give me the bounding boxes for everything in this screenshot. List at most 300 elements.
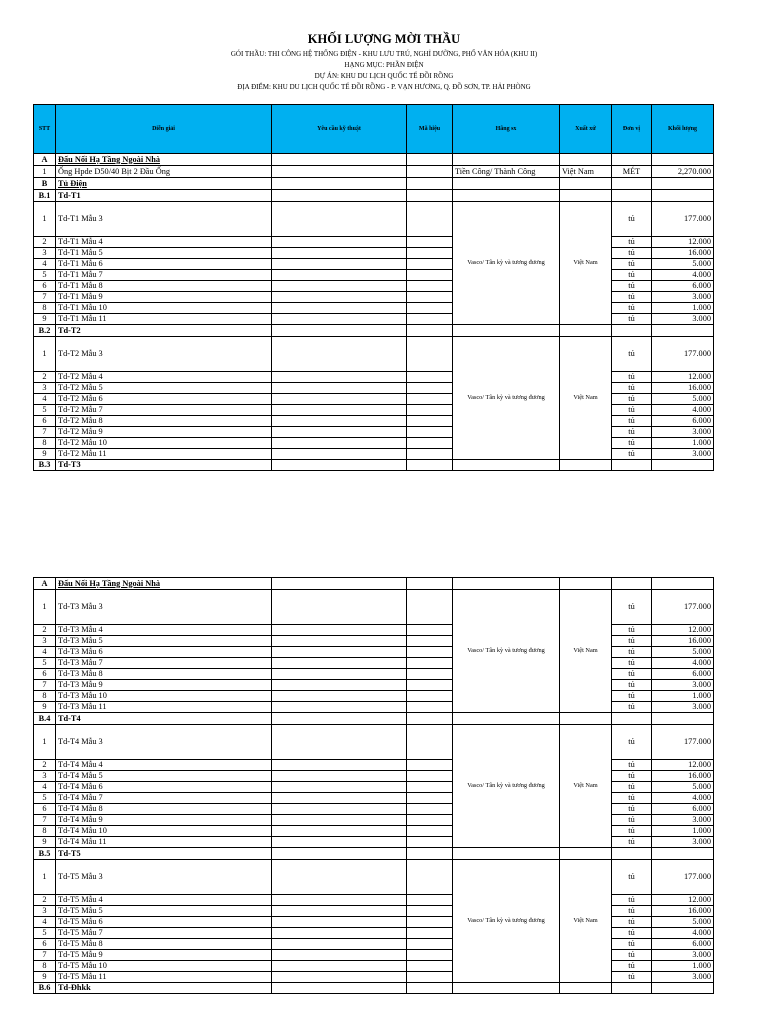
cell-quantity: 5.000 [652, 782, 714, 793]
subtitle-project: DỰ ÁN: KHU DU LỊCH QUỐC TẾ ĐỒI RỒNG [314, 72, 454, 80]
cell-description: Td-T4 [56, 713, 272, 725]
cell-stt: 7 [34, 815, 56, 826]
cell-stt: B.5 [34, 848, 56, 860]
cell-tech-requirement [272, 647, 407, 658]
cell-empty [407, 848, 453, 860]
cell-tech-requirement [272, 405, 407, 416]
cell-description: Td-T2 Mẫu 7 [56, 405, 272, 416]
cell-code [407, 248, 453, 259]
page-title: KHỐI LƯỢNG MỜI THẦU [307, 32, 461, 46]
cell-unit: tủ [612, 895, 652, 906]
cell-stt: 8 [34, 691, 56, 702]
cell-code [407, 427, 453, 438]
cell-quantity: 177.000 [652, 337, 714, 372]
cell-quantity: 4.000 [652, 658, 714, 669]
cell-unit: tủ [612, 972, 652, 983]
cell-code [407, 782, 453, 793]
cell-code [407, 416, 453, 427]
cell-quantity [652, 983, 714, 994]
cell-empty [407, 713, 453, 725]
cell-unit: tủ [612, 782, 652, 793]
cell-manufacturer [453, 460, 560, 471]
cell-unit: tủ [612, 281, 652, 292]
cell-tech-requirement [272, 383, 407, 394]
table-row [34, 337, 714, 372]
cell-stt: 2 [34, 895, 56, 906]
cell-tech-requirement [272, 669, 407, 680]
cell-unit: tủ [612, 405, 652, 416]
table-row [34, 939, 714, 950]
cell-tech-requirement [272, 680, 407, 691]
cell-stt: 9 [34, 837, 56, 848]
cell-tech-requirement [272, 972, 407, 983]
table-row [34, 166, 714, 178]
cell-code [407, 815, 453, 826]
section-row [34, 578, 714, 590]
cell-manufacturer: Tiền Công/ Thành Công [453, 166, 560, 178]
cell-quantity [652, 190, 714, 202]
cell-code [407, 983, 453, 994]
cell-stt: 4 [34, 782, 56, 793]
cell-unit: tủ [612, 906, 652, 917]
cell-code [407, 906, 453, 917]
cell-tech-requirement [272, 771, 407, 782]
cell-quantity: 3.000 [652, 972, 714, 983]
col-header-origin: Xuất xứ [560, 105, 612, 154]
table-row [34, 804, 714, 815]
cell-quantity: 3.000 [652, 292, 714, 303]
cell-empty [652, 848, 714, 860]
cell-code [407, 702, 453, 713]
cell-unit: tủ [612, 725, 652, 760]
cell-tech-requirement [272, 950, 407, 961]
cell-tech-requirement [272, 793, 407, 804]
cell-empty [272, 325, 407, 337]
cell-description: Td-T4 Mẫu 7 [56, 793, 272, 804]
cell-unit: tủ [612, 202, 652, 237]
cell-tech-requirement [272, 691, 407, 702]
cell-stt: 2 [34, 372, 56, 383]
cell-description: Td-T3 Mẫu 7 [56, 658, 272, 669]
cell-tech-requirement [272, 394, 407, 405]
cell-unit: tủ [612, 416, 652, 427]
table-row [34, 906, 714, 917]
cell-code [407, 625, 453, 636]
table-row [34, 449, 714, 460]
cell-unit: tủ [612, 303, 652, 314]
cell-description: Td-T4 Mẫu 6 [56, 782, 272, 793]
cell-stt: 8 [34, 438, 56, 449]
cell-description: Tủ Điện [56, 178, 272, 190]
cell-quantity: 3.000 [652, 837, 714, 848]
col-header-stt: STT [34, 105, 56, 154]
cell-tech-requirement [272, 237, 407, 248]
table-header-row [34, 105, 714, 154]
cell-quantity: 16.000 [652, 636, 714, 647]
table-row [34, 270, 714, 281]
table-row [34, 826, 714, 837]
section-row [34, 154, 714, 166]
cell-unit: tủ [612, 270, 652, 281]
table-row [34, 771, 714, 782]
cell-quantity: 5.000 [652, 917, 714, 928]
quantity-table-2 [33, 577, 714, 994]
cell-description: Td-T3 Mẫu 8 [56, 669, 272, 680]
cell-code [407, 460, 453, 471]
cell-code [407, 793, 453, 804]
cell-description: Td-T4 Mẫu 8 [56, 804, 272, 815]
cell-code [407, 961, 453, 972]
cell-stt: 9 [34, 702, 56, 713]
cell-stt: 5 [34, 658, 56, 669]
cell-quantity: 177.000 [652, 590, 714, 625]
cell-origin [560, 154, 612, 166]
cell-code [407, 166, 453, 178]
cell-origin: Việt Nam [560, 337, 612, 460]
cell-quantity [652, 578, 714, 590]
cell-description: Td-T5 Mẫu 4 [56, 895, 272, 906]
cell-description: Td-T1 Mẫu 3 [56, 202, 272, 237]
cell-unit: tủ [612, 691, 652, 702]
cell-empty [453, 848, 560, 860]
cell-quantity: 1.000 [652, 691, 714, 702]
cell-code [407, 372, 453, 383]
cell-stt: 1 [34, 337, 56, 372]
cell-description: Td-T5 Mẫu 10 [56, 961, 272, 972]
cell-stt: 9 [34, 449, 56, 460]
cell-description: Td-T1 Mẫu 11 [56, 314, 272, 325]
table-row [34, 292, 714, 303]
cell-tech-requirement [272, 281, 407, 292]
col-header-code: Mã hiệu [407, 105, 453, 154]
cell-quantity: 12.000 [652, 625, 714, 636]
cell-quantity: 6.000 [652, 939, 714, 950]
cell-empty [612, 325, 652, 337]
cell-description: Td-T4 Mẫu 5 [56, 771, 272, 782]
cell-stt: 2 [34, 760, 56, 771]
cell-code [407, 837, 453, 848]
cell-unit: tủ [612, 647, 652, 658]
cell-stt: 4 [34, 917, 56, 928]
cell-description: Td-T3 Mẫu 5 [56, 636, 272, 647]
cell-origin [560, 178, 612, 190]
cell-stt: 9 [34, 972, 56, 983]
subtitle-package: GÓI THẦU: THI CÔNG HỆ THỐNG ĐIỆN - KHU LƯU TRÚ, NGHỈ DƯỠNG, PHỐ VĂN HÓA (KHU II) [230, 50, 538, 58]
cell-empty [453, 325, 560, 337]
cell-code [407, 394, 453, 405]
cell-description: Td-T1 Mẫu 7 [56, 270, 272, 281]
cell-stt: 1 [34, 860, 56, 895]
col-header-description: Diễn giải [56, 105, 272, 154]
cell-origin: Việt Nam [560, 166, 612, 178]
cell-origin [560, 983, 612, 994]
cell-quantity: 3.000 [652, 815, 714, 826]
cell-tech-requirement [272, 416, 407, 427]
table-row [34, 658, 714, 669]
cell-tech-requirement [272, 983, 407, 994]
cell-quantity: 12.000 [652, 237, 714, 248]
table-row [34, 438, 714, 449]
cell-tech-requirement [272, 460, 407, 471]
cell-tech-requirement [272, 166, 407, 178]
cell-description: Td-T2 Mẫu 9 [56, 427, 272, 438]
cell-quantity: 4.000 [652, 928, 714, 939]
cell-tech-requirement [272, 590, 407, 625]
cell-unit: tủ [612, 248, 652, 259]
cell-code [407, 826, 453, 837]
group-row [34, 460, 714, 471]
table-row [34, 972, 714, 983]
cell-unit: tủ [612, 837, 652, 848]
cell-quantity: 3.000 [652, 702, 714, 713]
cell-manufacturer: Vasco/ Tân kỳ và tương đương [453, 202, 560, 325]
cell-quantity [652, 154, 714, 166]
cell-stt: 6 [34, 281, 56, 292]
cell-unit: tủ [612, 337, 652, 372]
cell-manufacturer [453, 190, 560, 202]
cell-unit: tủ [612, 961, 652, 972]
cell-unit: tủ [612, 917, 652, 928]
quantity-table-1 [33, 104, 714, 471]
cell-unit [612, 190, 652, 202]
cell-quantity: 6.000 [652, 804, 714, 815]
cell-manufacturer: Vasco/ Tân kỳ và tương đương [453, 590, 560, 713]
section-row [34, 178, 714, 190]
cell-description: Đấu Nối Hạ Tầng Ngoài Nhà [56, 154, 272, 166]
cell-empty [560, 713, 612, 725]
cell-quantity: 6.000 [652, 669, 714, 680]
cell-quantity: 3.000 [652, 449, 714, 460]
cell-description: Ống Hpde D50/40 Bịt 2 Đầu Ống [56, 166, 272, 178]
table-row [34, 917, 714, 928]
cell-code [407, 928, 453, 939]
cell-empty [652, 325, 714, 337]
cell-stt: 6 [34, 669, 56, 680]
table-row [34, 815, 714, 826]
cell-unit: tủ [612, 815, 652, 826]
cell-tech-requirement [272, 202, 407, 237]
cell-stt: 4 [34, 647, 56, 658]
cell-origin [560, 460, 612, 471]
cell-stt: 4 [34, 394, 56, 405]
cell-code [407, 669, 453, 680]
cell-code [407, 270, 453, 281]
cell-description: Td-T1 Mẫu 10 [56, 303, 272, 314]
cell-description: Td-T1 [56, 190, 272, 202]
cell-quantity: 5.000 [652, 394, 714, 405]
cell-stt: 1 [34, 166, 56, 178]
cell-code [407, 680, 453, 691]
cell-empty [407, 325, 453, 337]
cell-tech-requirement [272, 625, 407, 636]
cell-quantity: 1.000 [652, 961, 714, 972]
cell-unit: tủ [612, 950, 652, 961]
table-row [34, 281, 714, 292]
cell-code [407, 691, 453, 702]
cell-origin: Việt Nam [560, 590, 612, 713]
cell-stt: B.1 [34, 190, 56, 202]
cell-unit: tủ [612, 658, 652, 669]
table-row [34, 372, 714, 383]
cell-description: Td-T5 [56, 848, 272, 860]
cell-empty [272, 848, 407, 860]
table-row [34, 782, 714, 793]
cell-stt: 2 [34, 237, 56, 248]
cell-code [407, 590, 453, 625]
cell-stt: 1 [34, 590, 56, 625]
table-row [34, 837, 714, 848]
table-row [34, 702, 714, 713]
cell-unit: tủ [612, 314, 652, 325]
cell-tech-requirement [272, 782, 407, 793]
cell-tech-requirement [272, 372, 407, 383]
cell-code [407, 578, 453, 590]
cell-quantity: 177.000 [652, 725, 714, 760]
subtitle-location: ĐỊA ĐIỂM: KHU DU LỊCH QUỐC TẾ ĐỒI RỒNG - P. VẠN HƯƠNG, Q. ĐỒ SƠN, TP. HẢI PHÒNG [237, 83, 531, 91]
cell-unit: tủ [612, 860, 652, 895]
cell-unit: tủ [612, 826, 652, 837]
cell-code [407, 895, 453, 906]
cell-description: Td-T1 Mẫu 4 [56, 237, 272, 248]
cell-code [407, 337, 453, 372]
cell-stt: 4 [34, 259, 56, 270]
cell-tech-requirement [272, 303, 407, 314]
cell-unit: tủ [612, 669, 652, 680]
table-row [34, 636, 714, 647]
cell-empty [652, 713, 714, 725]
cell-stt: B.3 [34, 460, 56, 471]
cell-description: Td-T5 Mẫu 6 [56, 917, 272, 928]
cell-stt: 7 [34, 680, 56, 691]
cell-code [407, 154, 453, 166]
cell-tech-requirement [272, 760, 407, 771]
cell-tech-requirement [272, 438, 407, 449]
cell-tech-requirement [272, 658, 407, 669]
cell-quantity: 2,270.000 [652, 166, 714, 178]
cell-description: Đấu Nối Hạ Tầng Ngoài Nhà [56, 578, 272, 590]
cell-tech-requirement [272, 636, 407, 647]
group-row [34, 190, 714, 202]
subtitle-category: HẠNG MỤC: PHẦN ĐIỆN [344, 61, 424, 69]
cell-description: Td-T2 Mẫu 3 [56, 337, 272, 372]
cell-description: Td-T4 Mẫu 4 [56, 760, 272, 771]
cell-tech-requirement [272, 337, 407, 372]
cell-origin: Việt Nam [560, 725, 612, 848]
cell-unit: tủ [612, 636, 652, 647]
cell-code [407, 725, 453, 760]
cell-code [407, 259, 453, 270]
table-row [34, 383, 714, 394]
cell-quantity: 1.000 [652, 303, 714, 314]
cell-unit: tủ [612, 237, 652, 248]
table-row [34, 895, 714, 906]
cell-description: Td-T5 Mẫu 11 [56, 972, 272, 983]
cell-unit: tủ [612, 760, 652, 771]
cell-unit [612, 178, 652, 190]
cell-tech-requirement [272, 292, 407, 303]
cell-description: Td-T2 [56, 325, 272, 337]
cell-stt: 2 [34, 625, 56, 636]
cell-quantity [652, 178, 714, 190]
cell-code [407, 281, 453, 292]
cell-tech-requirement [272, 906, 407, 917]
cell-tech-requirement [272, 917, 407, 928]
table-row [34, 259, 714, 270]
cell-code [407, 939, 453, 950]
cell-quantity: 6.000 [652, 416, 714, 427]
group-row [34, 983, 714, 994]
cell-tech-requirement [272, 826, 407, 837]
cell-quantity: 6.000 [652, 281, 714, 292]
cell-description: Td-T2 Mẫu 4 [56, 372, 272, 383]
cell-manufacturer [453, 178, 560, 190]
table-row [34, 248, 714, 259]
cell-tech-requirement [272, 815, 407, 826]
cell-quantity: 4.000 [652, 405, 714, 416]
table-row [34, 303, 714, 314]
group-row [34, 848, 714, 860]
cell-quantity: 16.000 [652, 771, 714, 782]
col-header-unit: Đơn vị [612, 105, 652, 154]
cell-manufacturer [453, 983, 560, 994]
cell-unit: tủ [612, 804, 652, 815]
cell-unit [612, 154, 652, 166]
cell-code [407, 771, 453, 782]
cell-quantity: 177.000 [652, 860, 714, 895]
cell-description: Td-T2 Mẫu 8 [56, 416, 272, 427]
cell-description: Td-T4 Mẫu 10 [56, 826, 272, 837]
cell-quantity: 12.000 [652, 372, 714, 383]
group-row [34, 713, 714, 725]
cell-tech-requirement [272, 314, 407, 325]
cell-stt: 5 [34, 928, 56, 939]
cell-stt: 7 [34, 950, 56, 961]
cell-quantity: 3.000 [652, 680, 714, 691]
cell-unit: tủ [612, 590, 652, 625]
cell-stt: 5 [34, 405, 56, 416]
table-row [34, 961, 714, 972]
cell-tech-requirement [272, 860, 407, 895]
cell-unit [612, 460, 652, 471]
cell-description: Td-T5 Mẫu 7 [56, 928, 272, 939]
cell-unit: tủ [612, 438, 652, 449]
table-row [34, 691, 714, 702]
cell-stt: A [34, 154, 56, 166]
cell-code [407, 636, 453, 647]
cell-tech-requirement [272, 270, 407, 281]
cell-tech-requirement [272, 961, 407, 972]
cell-description: Td-T3 Mẫu 6 [56, 647, 272, 658]
cell-code [407, 972, 453, 983]
table-row [34, 760, 714, 771]
table-row [34, 625, 714, 636]
cell-stt: 7 [34, 292, 56, 303]
cell-unit: tủ [612, 680, 652, 691]
cell-description: Td-T2 Mẫu 10 [56, 438, 272, 449]
cell-unit: tủ [612, 427, 652, 438]
table-row [34, 405, 714, 416]
cell-manufacturer: Vasco/ Tân kỳ và tương đương [453, 337, 560, 460]
col-header-quantity: Khối lượng [652, 105, 714, 154]
table-row [34, 725, 714, 760]
cell-stt: 8 [34, 826, 56, 837]
cell-description: Td-T4 Mẫu 9 [56, 815, 272, 826]
cell-code [407, 438, 453, 449]
table-row [34, 669, 714, 680]
cell-description: Td-T1 Mẫu 9 [56, 292, 272, 303]
cell-description: Td-T2 Mẫu 5 [56, 383, 272, 394]
cell-code [407, 202, 453, 237]
